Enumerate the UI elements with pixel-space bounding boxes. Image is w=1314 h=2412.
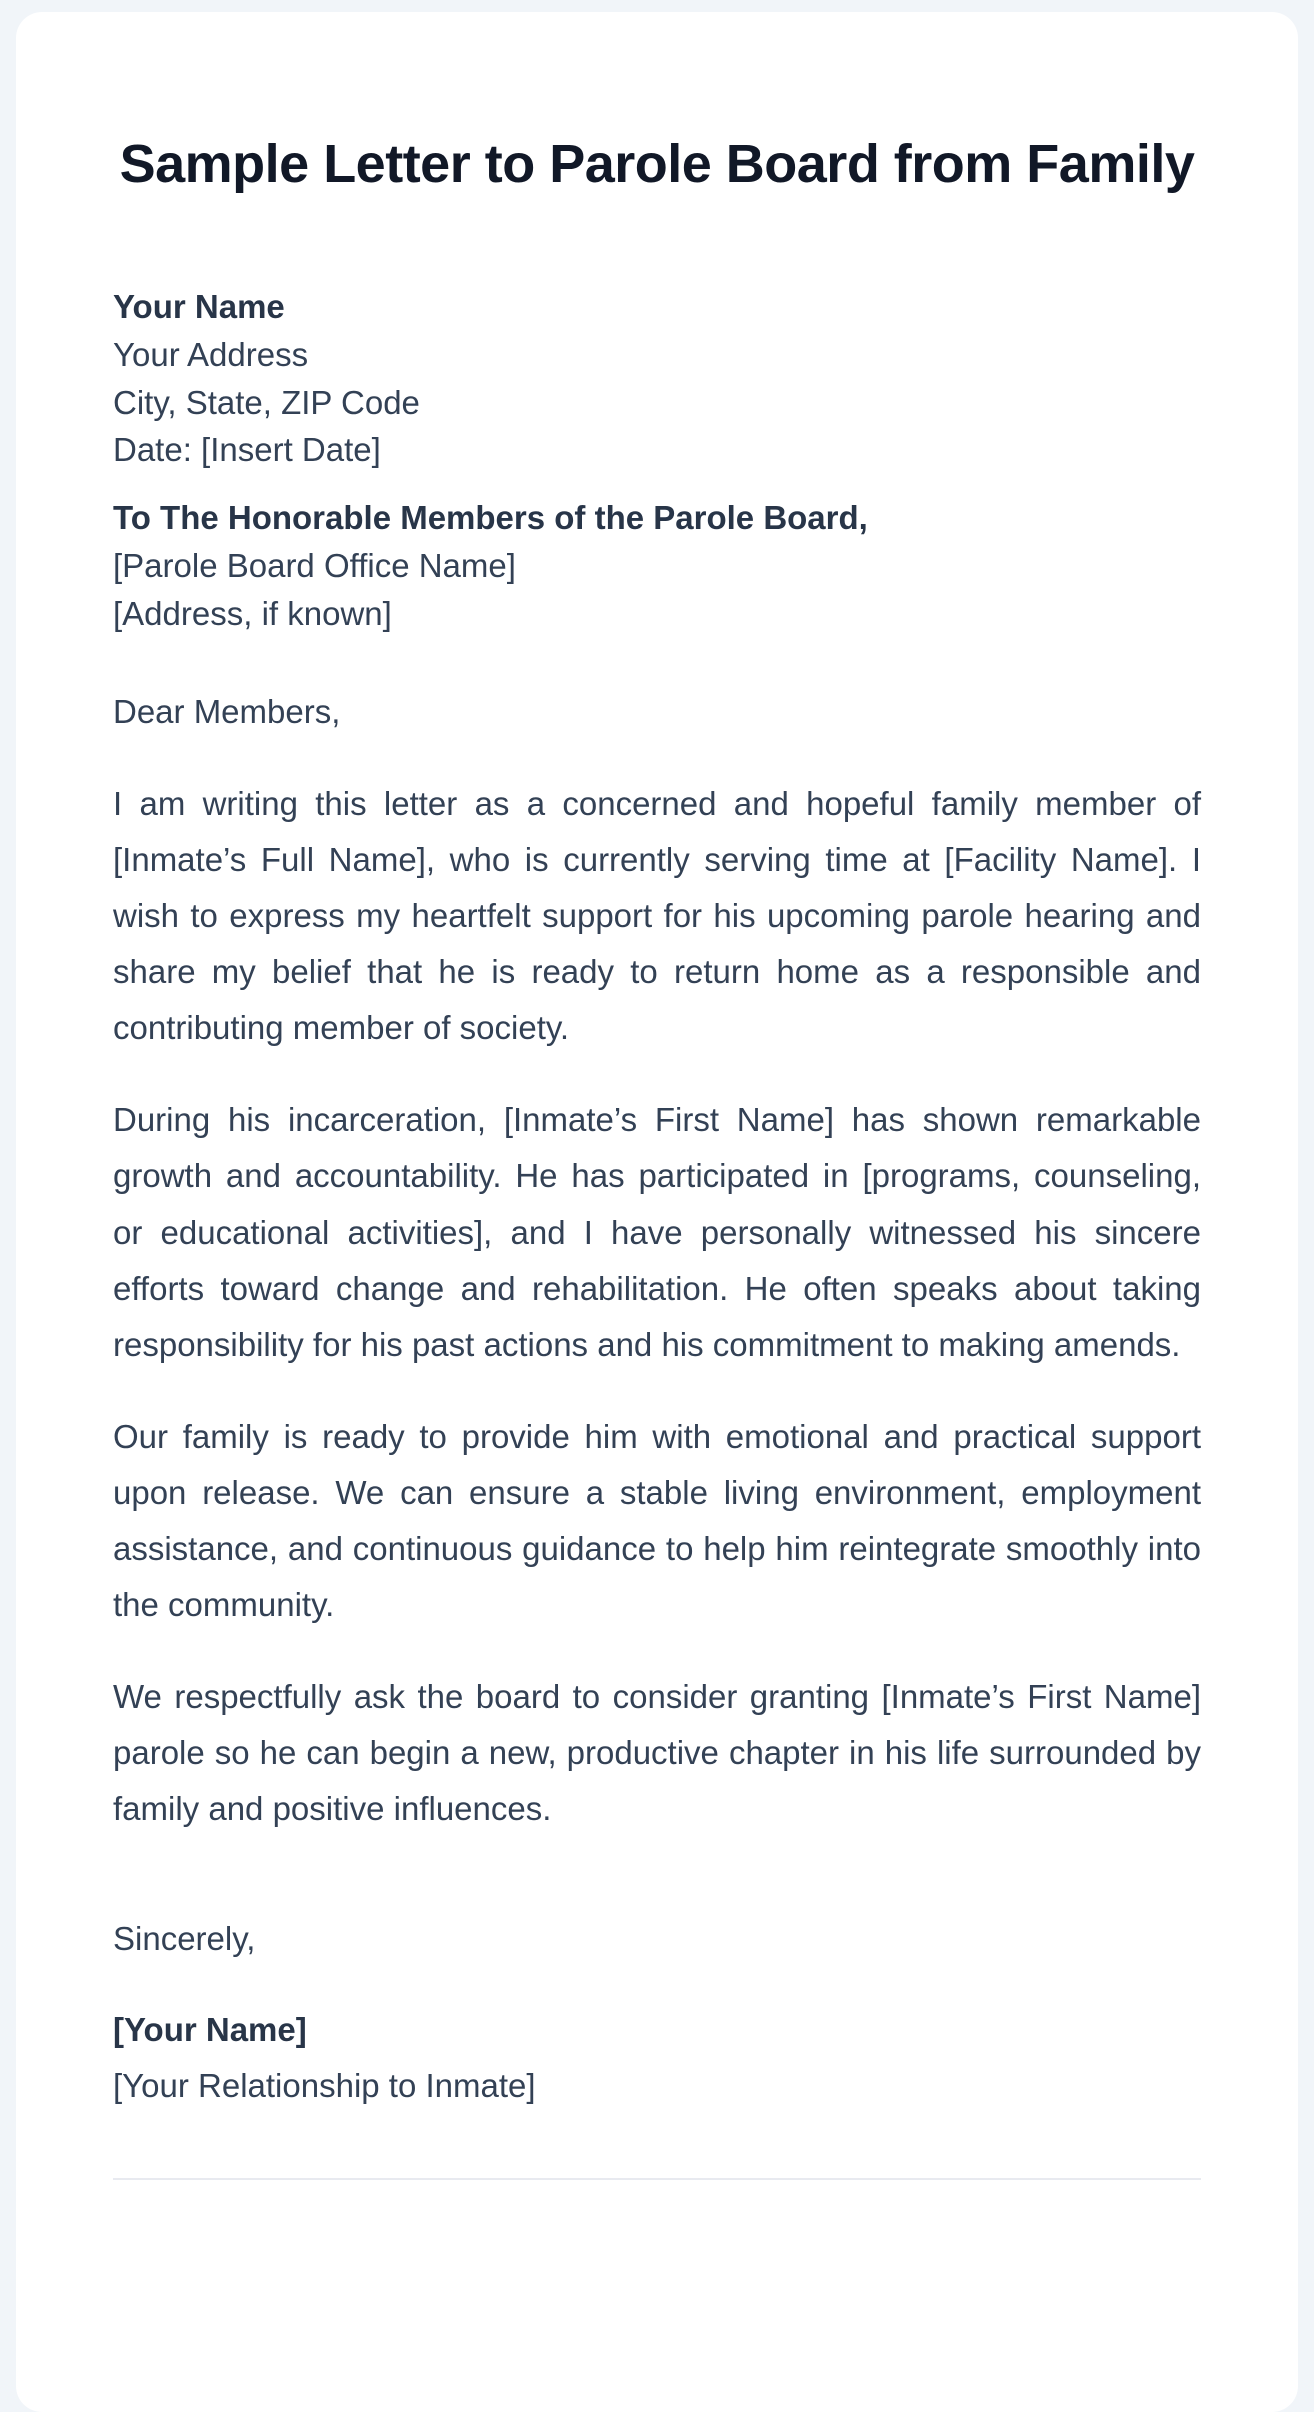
recipient-salutation: To The Honorable Members of the Parole Board, — [113, 499, 868, 537]
footer-divider — [113, 2178, 1201, 2180]
recipient-block — [113, 494, 1201, 638]
letter-paragraph-4: We respectfully ask the board to consider granting [Inmate’s First Name] parole so he can begin a new, productive chapter in his life surrounded by family and positive influences. — [113, 1678, 1201, 1828]
sender-address: Your Address — [113, 335, 309, 373]
closing: Sincerely, — [113, 1920, 256, 1958]
page-title: Sample Letter to Parole Board from Family — [119, 134, 1195, 194]
signature-name: [Your Name] — [113, 2010, 307, 2048]
letter-paragraph-1: I am writing this letter as a concerned and hopeful family member of [Inmate’s Full Name], who is currently serving time at [Facility Name]. I wish to express my heartfelt support for his upcoming parole hearing and share my belief that he is ready to return home as a responsible and contributing member of society. — [113, 784, 1201, 1047]
signature-relationship: [Your Relationship to Inmate] — [113, 2066, 536, 2104]
sender-city: City, State, ZIP Code — [113, 383, 420, 421]
recipient-address: [Address, if known] — [113, 594, 392, 632]
signature-block — [113, 2002, 1201, 2114]
greeting: Dear Members, — [113, 692, 341, 730]
sender-date: Date: [Insert Date] — [113, 431, 381, 469]
sender-block — [113, 283, 1201, 474]
sender-name: Your Name — [113, 287, 285, 325]
letter-card — [16, 12, 1298, 2412]
recipient-office: [Parole Board Office Name] — [113, 547, 516, 585]
letter-paragraph-2: During his incarceration, [Inmate’s First Name] has shown remarkable growth and accountability. He has participated in [programs, counseling, or educational activities], and I have personally witnessed his sincere efforts toward change and rehabilitation. He often speaks about taking responsibility for his past actions and his commitment to making amends. — [113, 1101, 1201, 1363]
page-background — [0, 12, 1314, 2412]
letter-paragraph-3: Our family is ready to provide him with emotional and practical support upon release. We can ensure a stable living environment, employment assistance, and continuous guidance to help him reintegrate smoothly into the community. — [113, 1417, 1201, 1624]
